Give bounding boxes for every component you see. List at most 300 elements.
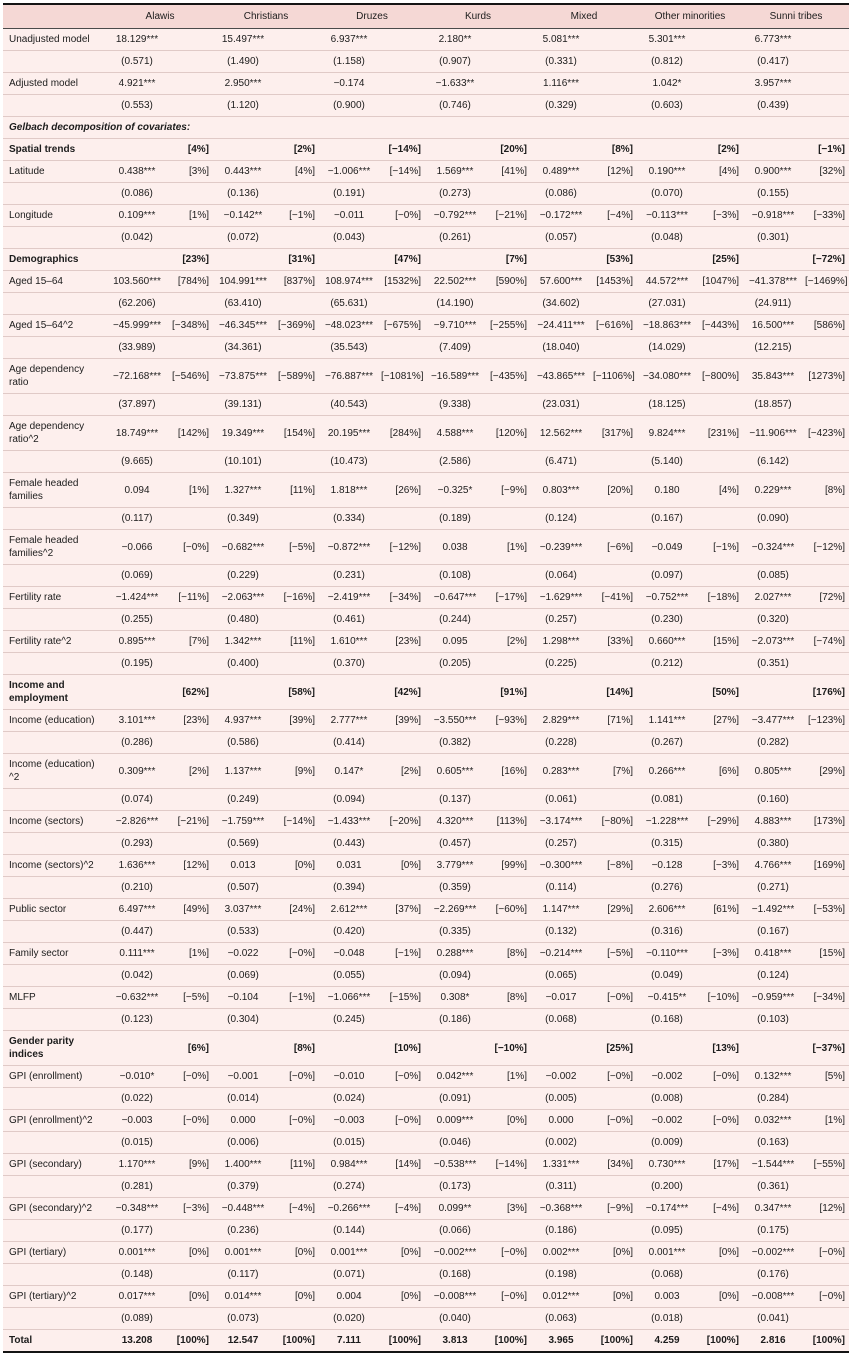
column-header: Other minorities (637, 4, 743, 29)
coefficient-cell: 5.301*** (637, 29, 697, 51)
contribution-pct-cell: [−4%] (591, 205, 637, 227)
column-header: Christians (213, 4, 319, 29)
contribution-pct-cell: [8%] (485, 943, 531, 965)
coefficient-cell: 0.443*** (213, 161, 273, 183)
std-error-cell: (0.191) (319, 183, 379, 205)
row-label: MLFP (3, 987, 107, 1009)
std-error-cell: (0.095) (637, 1220, 697, 1242)
std-error-cell: (0.257) (531, 833, 591, 855)
std-error-cell: (0.293) (107, 833, 167, 855)
contribution-pct-empty (485, 451, 531, 473)
contribution-pct-empty (591, 1264, 637, 1286)
std-error-cell: (0.249) (213, 789, 273, 811)
contribution-pct-empty (379, 183, 425, 205)
row-label: Adjusted model (3, 73, 107, 95)
contribution-pct-cell: [12%] (167, 855, 213, 877)
contribution-pct-cell: [50%] (697, 675, 743, 710)
contribution-pct-empty (485, 732, 531, 754)
contribution-pct-empty (697, 451, 743, 473)
coefficient-cell: 0.003 (637, 1286, 697, 1308)
std-error-cell: (0.005) (531, 1088, 591, 1110)
row-label: GPI (tertiary)^2 (3, 1286, 107, 1308)
contribution-pct-empty (803, 293, 849, 315)
coefficient-cell: 0.489*** (531, 161, 591, 183)
contribution-pct-empty (167, 1009, 213, 1031)
contribution-pct-empty (697, 1264, 743, 1286)
contribution-pct-empty (697, 1308, 743, 1330)
contribution-pct-empty (485, 95, 531, 117)
coefficient-cell: 2.606*** (637, 899, 697, 921)
contribution-pct-cell: [0%] (273, 1286, 319, 1308)
contribution-pct-empty (485, 833, 531, 855)
contribution-pct-cell: [8%] (591, 139, 637, 161)
table-body (3, 29, 849, 1353)
contribution-pct-cell (273, 29, 319, 51)
std-error-row (3, 227, 849, 249)
corner-cell (3, 4, 107, 29)
std-error-cell: (34.361) (213, 337, 273, 359)
row-label: Income (sectors)^2 (3, 855, 107, 877)
contribution-pct-cell: [−18%] (697, 587, 743, 609)
contribution-pct-empty (167, 1176, 213, 1198)
row-label-empty (3, 789, 107, 811)
contribution-pct-empty (591, 565, 637, 587)
std-error-row (3, 337, 849, 359)
std-error-cell: (10.101) (213, 451, 273, 473)
std-error-cell: (0.136) (213, 183, 273, 205)
coefficient-cell: 35.843*** (743, 359, 803, 394)
contribution-pct-cell: [1273%] (803, 359, 849, 394)
std-error-cell: (0.189) (425, 508, 485, 530)
std-error-cell: (0.117) (213, 1264, 273, 1286)
coefficient-cell: 1.116*** (531, 73, 591, 95)
contribution-pct-cell: [25%] (591, 1031, 637, 1066)
std-error-cell: (0.507) (213, 877, 273, 899)
coefficient-cell: −11.906*** (743, 416, 803, 451)
coefficient-cell: 18.129*** (107, 29, 167, 51)
std-error-cell: (0.069) (107, 565, 167, 587)
coefficient-cell: 18.749*** (107, 416, 167, 451)
coefficient-cell: −0.002 (531, 1066, 591, 1088)
contribution-pct-cell: [−74%] (803, 631, 849, 653)
contribution-pct-cell: [−60%] (485, 899, 531, 921)
contribution-pct-cell: [−53%] (803, 899, 849, 921)
std-error-cell: (9.665) (107, 451, 167, 473)
coefficient-cell: −0.008*** (743, 1286, 803, 1308)
contribution-pct-cell: [−14%] (379, 139, 425, 161)
contribution-pct-empty (379, 293, 425, 315)
section-heading: Gelbach decomposition of covariates: (3, 117, 849, 139)
contribution-pct-empty (273, 1176, 319, 1198)
std-error-cell: (0.907) (425, 51, 485, 73)
coefficient-cell: −0.538*** (425, 1154, 485, 1176)
contribution-pct-cell (379, 73, 425, 95)
contribution-pct-empty (485, 394, 531, 416)
std-error-cell: (0.271) (743, 877, 803, 899)
std-error-row (3, 1264, 849, 1286)
contribution-pct-cell: [−21%] (167, 811, 213, 833)
contribution-pct-empty (485, 293, 531, 315)
table-row (3, 587, 849, 609)
std-error-cell: (0.329) (531, 95, 591, 117)
contribution-pct-cell: [−1106%] (591, 359, 637, 394)
table-row (3, 1330, 849, 1353)
coefficient-cell: −9.710*** (425, 315, 485, 337)
row-label: Female headed families^2 (3, 530, 107, 565)
table-row (3, 899, 849, 921)
std-error-cell: (2.586) (425, 451, 485, 473)
contribution-pct-cell: [15%] (697, 631, 743, 653)
table-row (3, 29, 849, 51)
contribution-pct-empty (167, 51, 213, 73)
contribution-pct-cell: [−37%] (803, 1031, 849, 1066)
coefficient-cell: −0.632*** (107, 987, 167, 1009)
contribution-pct-cell (591, 73, 637, 95)
document-page (3, 3, 847, 1353)
coefficient-cell: 0.180 (637, 473, 697, 508)
std-error-cell: (0.900) (319, 95, 379, 117)
contribution-pct-empty (273, 337, 319, 359)
row-label-empty (3, 394, 107, 416)
contribution-pct-cell: [32%] (803, 161, 849, 183)
std-error-cell: (0.014) (213, 1088, 273, 1110)
contribution-pct-empty (803, 227, 849, 249)
std-error-row (3, 1308, 849, 1330)
row-label-empty (3, 1088, 107, 1110)
std-error-cell: (0.351) (743, 653, 803, 675)
contribution-pct-empty (803, 653, 849, 675)
contribution-pct-cell: [31%] (273, 249, 319, 271)
contribution-pct-empty (803, 183, 849, 205)
contribution-pct-cell: [100%] (697, 1330, 743, 1353)
contribution-pct-cell: [−1%] (273, 987, 319, 1009)
std-error-cell: (0.198) (531, 1264, 591, 1286)
coefficient-cell: 1.298*** (531, 631, 591, 653)
std-error-cell: (0.230) (637, 609, 697, 631)
table-row (3, 631, 849, 653)
contribution-pct-cell: [−0%] (591, 1110, 637, 1132)
contribution-pct-empty (803, 565, 849, 587)
contribution-pct-empty (803, 833, 849, 855)
column-header: Sunni tribes (743, 4, 849, 29)
coefficient-cell: 1.170*** (107, 1154, 167, 1176)
contribution-pct-cell: [−10%] (697, 987, 743, 1009)
coefficient-cell: −0.239*** (531, 530, 591, 565)
contribution-pct-empty (803, 337, 849, 359)
std-error-row (3, 877, 849, 899)
row-label: GPI (tertiary) (3, 1242, 107, 1264)
std-error-cell: (0.447) (107, 921, 167, 943)
coefficient-cell (319, 675, 379, 710)
coefficient-cell: 1.342*** (213, 631, 273, 653)
contribution-pct-cell: [29%] (803, 754, 849, 789)
contribution-pct-empty (591, 227, 637, 249)
std-error-cell: (0.155) (743, 183, 803, 205)
contribution-pct-empty (697, 921, 743, 943)
std-error-cell: (0.073) (213, 1308, 273, 1330)
coefficient-cell: −76.887*** (319, 359, 379, 394)
contribution-pct-cell: [−0%] (485, 1242, 531, 1264)
coefficient-cell: −16.589*** (425, 359, 485, 394)
contribution-pct-cell: [12%] (591, 161, 637, 183)
contribution-pct-cell: [29%] (591, 899, 637, 921)
contribution-pct-empty (379, 1132, 425, 1154)
std-error-cell: (0.236) (213, 1220, 273, 1242)
coefficient-cell: −0.104 (213, 987, 273, 1009)
contribution-pct-empty (591, 732, 637, 754)
std-error-cell: (0.331) (531, 51, 591, 73)
coefficient-cell: −0.010 (319, 1066, 379, 1088)
contribution-pct-cell: [−0%] (697, 1066, 743, 1088)
coefficient-cell: −1.424*** (107, 587, 167, 609)
std-error-row (3, 451, 849, 473)
contribution-pct-cell: [231%] (697, 416, 743, 451)
coefficient-cell: −24.411*** (531, 315, 591, 337)
contribution-pct-cell: [11%] (273, 473, 319, 508)
contribution-pct-cell: [−4%] (697, 1198, 743, 1220)
coefficient-cell: −0.752*** (637, 587, 697, 609)
contribution-pct-cell (697, 29, 743, 51)
row-label: Unadjusted model (3, 29, 107, 51)
std-error-cell: (14.029) (637, 337, 697, 359)
contribution-pct-cell (485, 29, 531, 51)
contribution-pct-cell: [1%] (803, 1110, 849, 1132)
contribution-pct-empty (485, 1176, 531, 1198)
std-error-cell: (0.024) (319, 1088, 379, 1110)
coefficient-cell: 7.111 (319, 1330, 379, 1353)
std-error-cell: (0.108) (425, 565, 485, 587)
std-error-cell: (0.603) (637, 95, 697, 117)
coefficient-cell: 0.095 (425, 631, 485, 653)
contribution-pct-empty (591, 609, 637, 631)
contribution-pct-empty (379, 1308, 425, 1330)
std-error-cell: (0.020) (319, 1308, 379, 1330)
contribution-pct-cell: [1%] (167, 473, 213, 508)
contribution-pct-cell: [8%] (273, 1031, 319, 1066)
contribution-pct-empty (485, 1132, 531, 1154)
coefficient-cell: 1.400*** (213, 1154, 273, 1176)
coefficient-cell: 0.984*** (319, 1154, 379, 1176)
row-label-empty (3, 1132, 107, 1154)
coefficient-cell (319, 1031, 379, 1066)
row-label: GPI (enrollment)^2 (3, 1110, 107, 1132)
std-error-cell: (0.091) (425, 1088, 485, 1110)
std-error-cell: (0.132) (531, 921, 591, 943)
std-error-cell: (0.114) (531, 877, 591, 899)
coefficient-cell (425, 249, 485, 271)
coefficient-cell: 2.612*** (319, 899, 379, 921)
contribution-pct-cell: [1%] (167, 943, 213, 965)
contribution-pct-empty (697, 833, 743, 855)
contribution-pct-empty (379, 1176, 425, 1198)
row-label-empty (3, 1264, 107, 1286)
row-label-empty (3, 1308, 107, 1330)
coefficient-cell: −1.066*** (319, 987, 379, 1009)
std-error-cell: (0.177) (107, 1220, 167, 1242)
contribution-pct-cell: [100%] (273, 1330, 319, 1353)
contribution-pct-cell: [14%] (379, 1154, 425, 1176)
contribution-pct-empty (273, 1308, 319, 1330)
coefficient-cell: 1.569*** (425, 161, 485, 183)
contribution-pct-cell: [7%] (591, 754, 637, 789)
contribution-pct-cell: [173%] (803, 811, 849, 833)
contribution-pct-empty (591, 51, 637, 73)
contribution-pct-empty (803, 1088, 849, 1110)
std-error-cell: (65.631) (319, 293, 379, 315)
contribution-pct-empty (273, 1088, 319, 1110)
contribution-pct-cell: [72%] (803, 587, 849, 609)
coefficient-cell: −1.433*** (319, 811, 379, 833)
coefficient-cell: 12.547 (213, 1330, 273, 1353)
contribution-pct-cell: [99%] (485, 855, 531, 877)
table-row (3, 359, 849, 394)
contribution-pct-cell: [26%] (379, 473, 425, 508)
std-error-cell: (24.911) (743, 293, 803, 315)
std-error-cell: (0.068) (637, 1264, 697, 1286)
contribution-pct-empty (591, 789, 637, 811)
std-error-cell: (0.065) (531, 965, 591, 987)
std-error-cell: (0.569) (213, 833, 273, 855)
std-error-cell: (0.273) (425, 183, 485, 205)
contribution-pct-empty (591, 1088, 637, 1110)
coefficient-cell (425, 1031, 485, 1066)
std-error-cell: (1.490) (213, 51, 273, 73)
contribution-pct-empty (485, 609, 531, 631)
coefficient-cell: 0.031 (319, 855, 379, 877)
contribution-pct-empty (273, 1009, 319, 1031)
coefficient-cell: 0.000 (531, 1110, 591, 1132)
contribution-pct-cell: [7%] (485, 249, 531, 271)
contribution-pct-cell: [−616%] (591, 315, 637, 337)
contribution-pct-cell: [−0%] (379, 1110, 425, 1132)
coefficient-cell (425, 675, 485, 710)
coefficient-cell (531, 675, 591, 710)
contribution-pct-cell: [176%] (803, 675, 849, 710)
contribution-pct-empty (485, 51, 531, 73)
coefficient-cell: 0.347*** (743, 1198, 803, 1220)
contribution-pct-empty (485, 227, 531, 249)
coefficient-cell: 0.283*** (531, 754, 591, 789)
contribution-pct-cell (803, 73, 849, 95)
table-row (3, 754, 849, 789)
contribution-pct-cell: [−1%] (697, 530, 743, 565)
contribution-pct-cell: [−14%] (485, 1154, 531, 1176)
table-row (3, 473, 849, 508)
contribution-pct-empty (273, 183, 319, 205)
contribution-pct-cell: [−8%] (591, 855, 637, 877)
coefficient-cell: 22.502*** (425, 271, 485, 293)
contribution-pct-cell: [39%] (379, 710, 425, 732)
std-error-cell: (62.206) (107, 293, 167, 315)
coefficient-cell: 0.438*** (107, 161, 167, 183)
coefficient-cell: −0.049 (637, 530, 697, 565)
std-error-cell: (0.195) (107, 653, 167, 675)
coefficient-cell: −0.003 (319, 1110, 379, 1132)
coefficient-cell: −48.023*** (319, 315, 379, 337)
coefficient-cell: 0.895*** (107, 631, 167, 653)
std-error-cell: (0.008) (637, 1088, 697, 1110)
contribution-pct-cell: [11%] (273, 631, 319, 653)
contribution-pct-cell: [91%] (485, 675, 531, 710)
contribution-pct-empty (485, 508, 531, 530)
coefficient-cell: 1.137*** (213, 754, 273, 789)
coefficient-cell: 4.259 (637, 1330, 697, 1353)
std-error-row (3, 1176, 849, 1198)
std-error-cell: (0.046) (425, 1132, 485, 1154)
contribution-pct-empty (697, 293, 743, 315)
std-error-row (3, 653, 849, 675)
std-error-row (3, 183, 849, 205)
std-error-cell: (0.094) (425, 965, 485, 987)
std-error-cell: (0.066) (425, 1220, 485, 1242)
coefficient-cell: −0.368*** (531, 1198, 591, 1220)
contribution-pct-empty (697, 1176, 743, 1198)
row-label: Demographics (3, 249, 107, 271)
coefficient-cell: 5.081*** (531, 29, 591, 51)
contribution-pct-empty (803, 877, 849, 899)
contribution-pct-cell: [−0%] (167, 530, 213, 565)
coefficient-cell: 0.190*** (637, 161, 697, 183)
contribution-pct-cell: [17%] (697, 1154, 743, 1176)
contribution-pct-cell: [−0%] (803, 1286, 849, 1308)
coefficient-cell: 0.038 (425, 530, 485, 565)
contribution-pct-empty (167, 732, 213, 754)
coefficient-cell: 16.500*** (743, 315, 803, 337)
coefficient-cell: −45.999*** (107, 315, 167, 337)
contribution-pct-empty (379, 1220, 425, 1242)
coefficient-cell: 3.965 (531, 1330, 591, 1353)
contribution-pct-cell: [−435%] (485, 359, 531, 394)
std-error-cell: (33.989) (107, 337, 167, 359)
contribution-pct-cell: [−20%] (379, 811, 425, 833)
contribution-pct-cell: [−1%] (803, 139, 849, 161)
std-error-cell: (0.382) (425, 732, 485, 754)
contribution-pct-empty (167, 1132, 213, 1154)
contribution-pct-empty (273, 508, 319, 530)
coefficient-cell: 1.636*** (107, 855, 167, 877)
contribution-pct-empty (273, 789, 319, 811)
contribution-pct-cell: [58%] (273, 675, 319, 710)
std-error-row (3, 732, 849, 754)
contribution-pct-cell: [784%] (167, 271, 213, 293)
contribution-pct-empty (273, 921, 319, 943)
coefficient-cell: 2.027*** (743, 587, 803, 609)
contribution-pct-empty (167, 1220, 213, 1242)
coefficient-cell: 2.950*** (213, 73, 273, 95)
contribution-pct-cell: [−800%] (697, 359, 743, 394)
contribution-pct-cell: [−255%] (485, 315, 531, 337)
contribution-pct-empty (485, 921, 531, 943)
std-error-cell: (0.394) (319, 877, 379, 899)
contribution-pct-cell: [3%] (485, 1198, 531, 1220)
contribution-pct-cell: [−12%] (803, 530, 849, 565)
coefficient-cell (107, 139, 167, 161)
coefficient-cell: −0.113*** (637, 205, 697, 227)
contribution-pct-cell: [−0%] (273, 943, 319, 965)
table-row (3, 1198, 849, 1220)
contribution-pct-empty (167, 965, 213, 987)
coefficient-cell (319, 139, 379, 161)
std-error-cell: (0.061) (531, 789, 591, 811)
contribution-pct-cell: [41%] (485, 161, 531, 183)
contribution-pct-empty (591, 877, 637, 899)
coefficient-cell: 0.147* (319, 754, 379, 789)
coefficient-cell: 0.308* (425, 987, 485, 1009)
std-error-cell: (18.040) (531, 337, 591, 359)
contribution-pct-cell: [1%] (485, 1066, 531, 1088)
coefficient-cell: −1.006*** (319, 161, 379, 183)
std-error-cell: (0.282) (743, 732, 803, 754)
